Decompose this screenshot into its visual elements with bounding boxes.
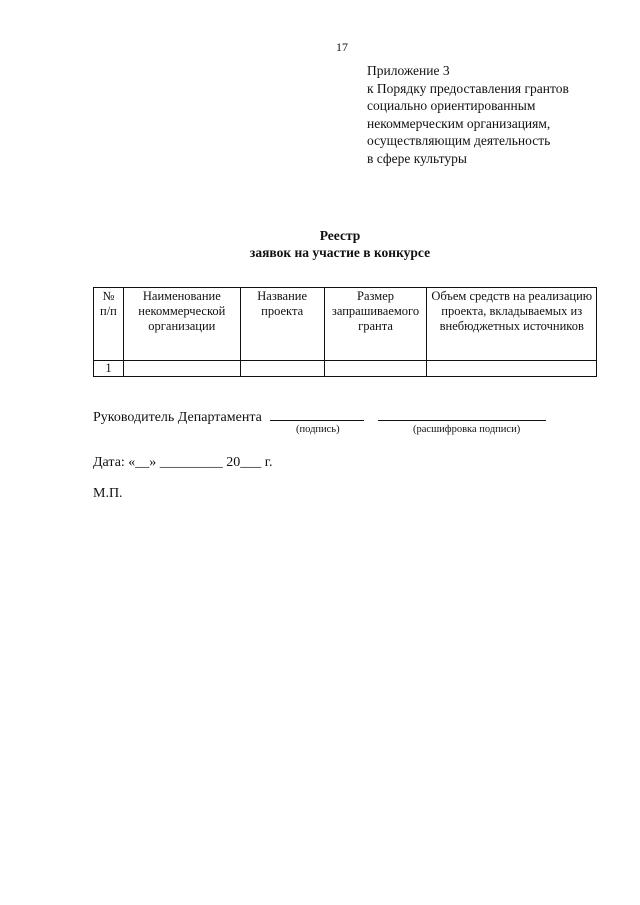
table-header-row: [94, 288, 597, 361]
table-cell: [123, 361, 240, 377]
page-number: 17: [336, 40, 348, 54]
table-cell: [324, 361, 427, 377]
signature-blank: [270, 406, 364, 421]
table-cell: 1: [94, 361, 124, 377]
header-grant-amount: Размер запрашиваемого гранта: [324, 288, 427, 361]
appendix-line: к Порядку предоставления грантов: [367, 80, 569, 96]
signature-line: [93, 406, 546, 426]
appendix-note: [367, 62, 569, 167]
appendix-line: Приложение 3: [367, 63, 450, 78]
decode-caption: (расшифровка подписи): [413, 424, 521, 435]
appendix-line: в сфере культуры: [367, 150, 467, 166]
table-row: [94, 361, 597, 377]
stamp-mark: М.П.: [93, 486, 123, 501]
header-project: Название проекта: [240, 288, 324, 361]
header-number: № п/п: [94, 288, 124, 361]
name-decode-blank: [378, 406, 546, 421]
header-organization: Наименование некоммерческой организации: [123, 288, 240, 361]
document-title: [0, 227, 640, 261]
appendix-line: осуществляющим деятельность: [367, 133, 551, 148]
table-cell: [427, 361, 597, 377]
signature-caption: (подпись): [296, 424, 340, 435]
signature-label: Руководитель Департамента: [93, 410, 262, 425]
title-line-1: Реестр: [319, 228, 361, 243]
registry-table: [93, 287, 597, 377]
title-line-2: заявок на участие в конкурсе: [249, 245, 431, 260]
appendix-line: социально ориентированным: [367, 98, 536, 113]
table-cell: [240, 361, 324, 377]
appendix-line: некоммерческим организациям,: [367, 115, 551, 131]
header-extrabudgetary-funds: Объем средств на реализацию проекта, вкладываемых из внебюджетных источников: [427, 288, 597, 361]
date-line: Дата: «__» _________ 20___ г.: [93, 455, 273, 470]
